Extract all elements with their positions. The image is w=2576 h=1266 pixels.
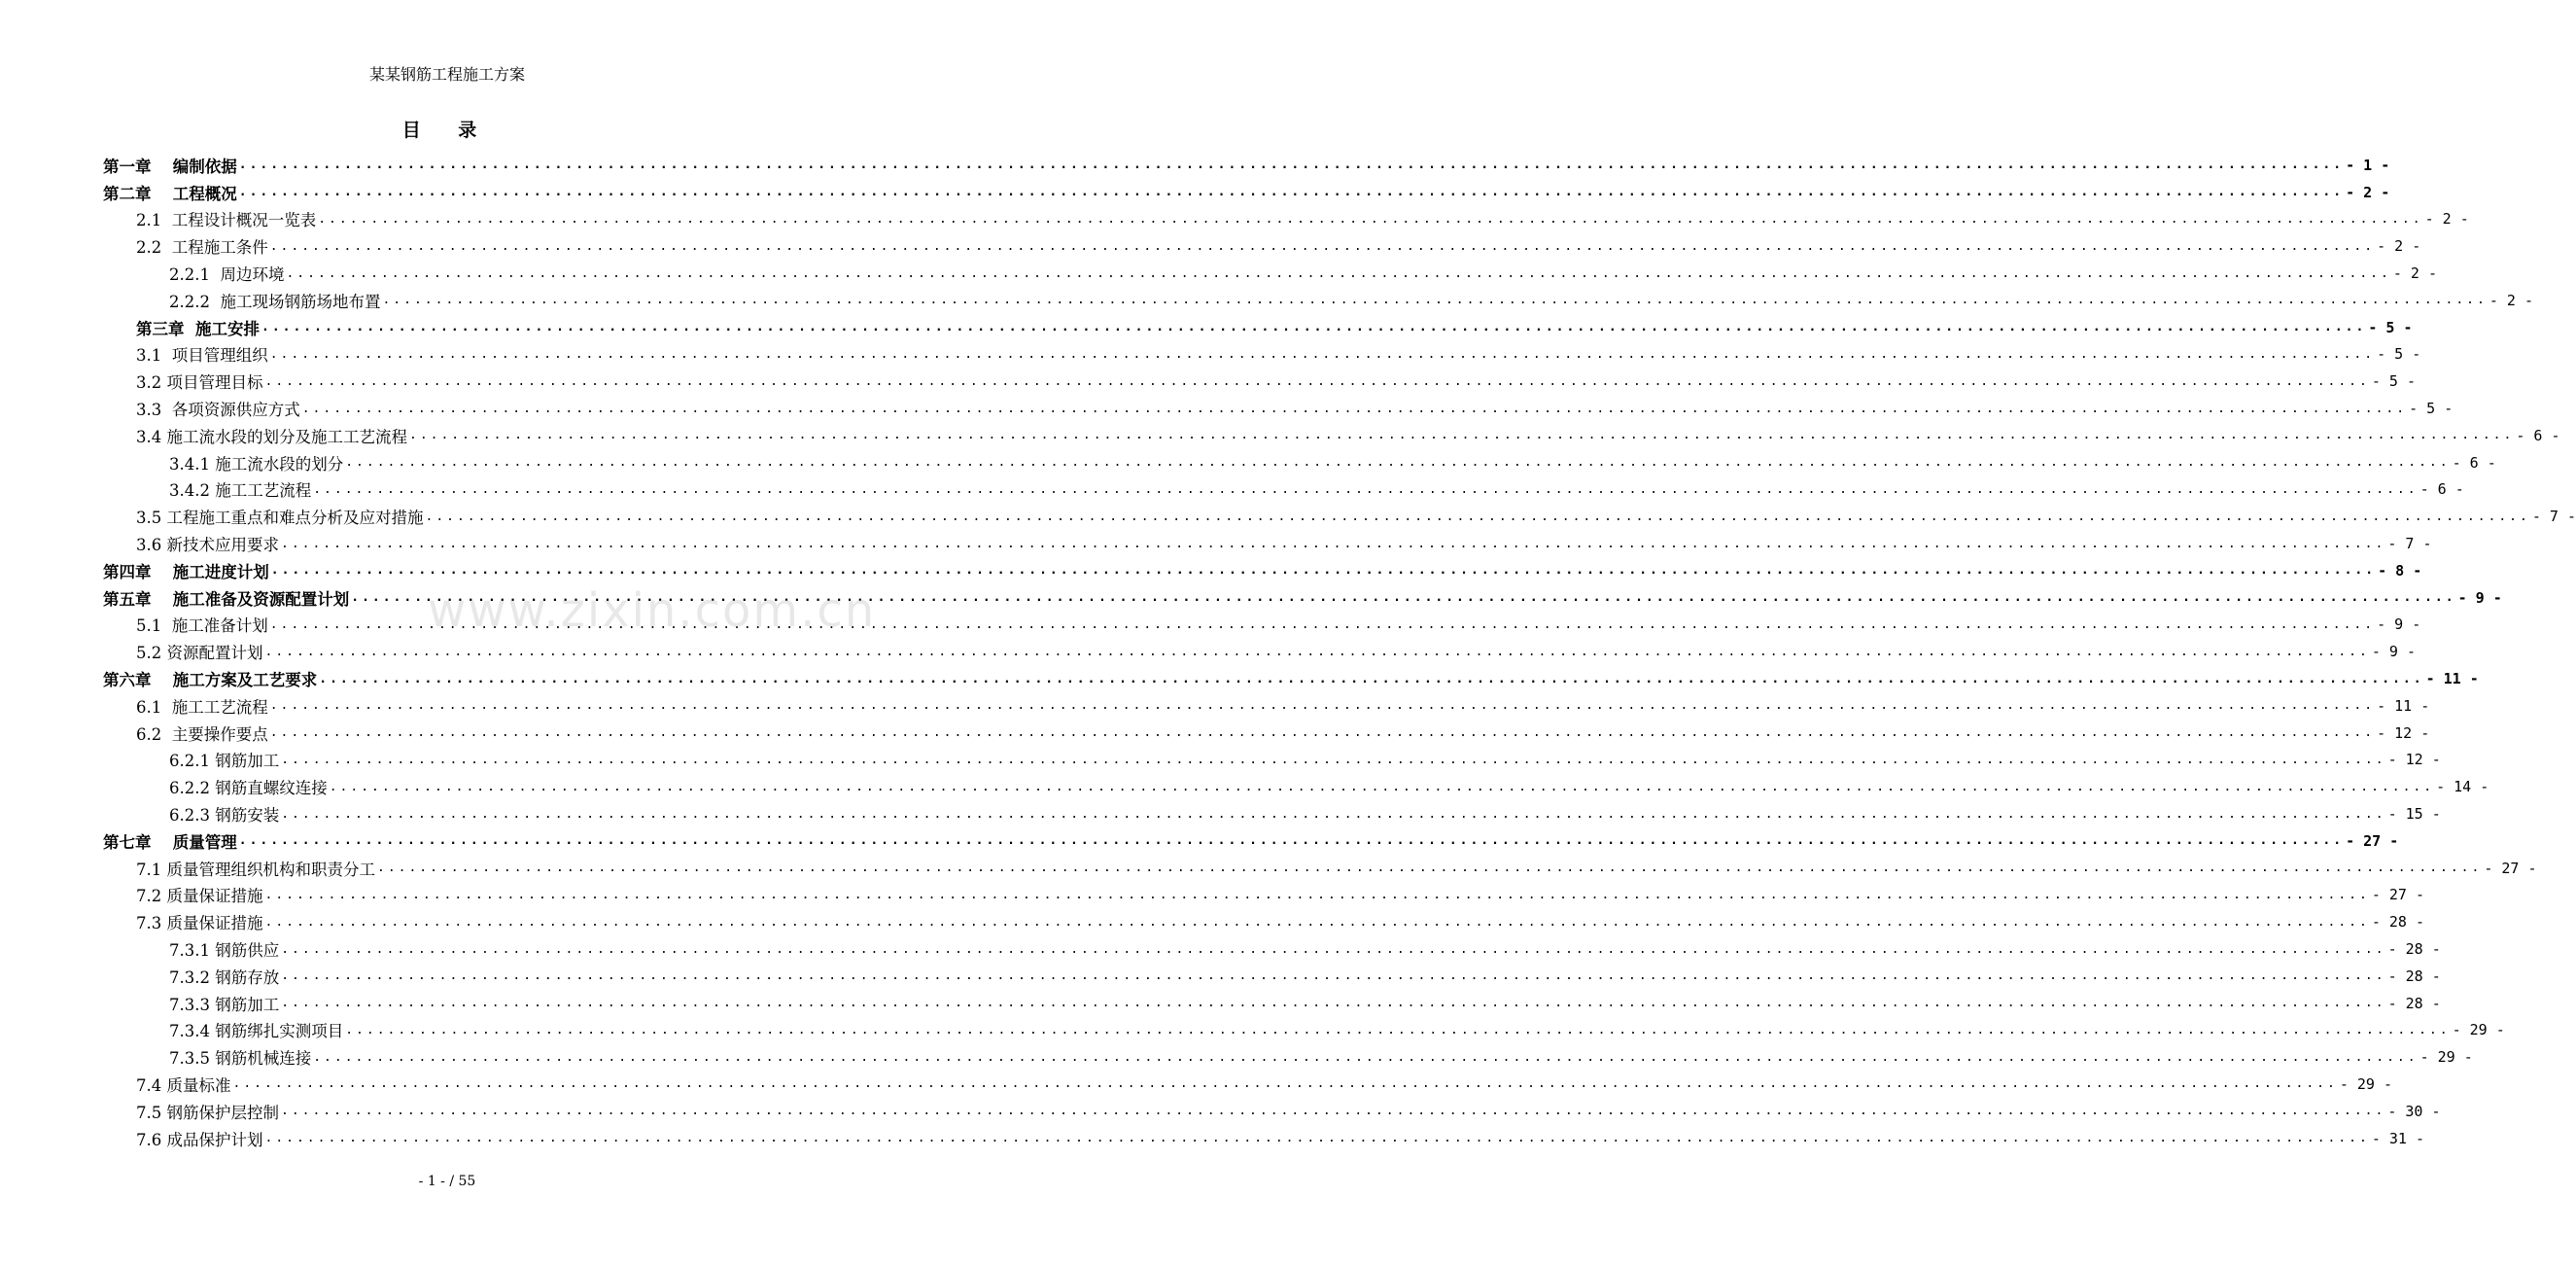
toc-dot-leader: ........................................................................................................................................................................................................ bbox=[281, 806, 2386, 822]
toc-entry-label: 7.5 钢筋保护层控制 bbox=[136, 1103, 279, 1122]
toc-entry-page: - 12 - bbox=[2377, 723, 2430, 742]
toc-entry[interactable] bbox=[0, 260, 2437, 287]
toc-entry-label: 第四章 施工进度计划 bbox=[103, 562, 269, 581]
toc-entry-page: - 5 - bbox=[2377, 345, 2421, 364]
toc-dot-leader: ........................................................................................................................................................................................................ bbox=[345, 1022, 2451, 1037]
toc-dot-leader: ........................................................................................................................................................................................................ bbox=[238, 833, 2345, 849]
toc-entry-page: - 9 - bbox=[2377, 615, 2421, 634]
toc-dot-leader: ........................................................................................................................................................................................................ bbox=[281, 968, 2386, 984]
toc-entry[interactable] bbox=[0, 692, 2430, 720]
toc-entry-label: 第二章 工程概况 bbox=[103, 184, 237, 203]
toc-entry-label: 7.3.5 钢筋机械连接 bbox=[169, 1049, 312, 1069]
toc-entry-page: - 31 - bbox=[2371, 1129, 2425, 1147]
toc-entry[interactable] bbox=[0, 232, 2421, 260]
toc-entry-label: 7.3.4 钢筋绑扎实测项目 bbox=[169, 1022, 344, 1041]
toc-dot-leader: ........................................................................................................................................................................................................ bbox=[313, 1049, 2419, 1065]
toc-entry-page: - 2 - bbox=[2489, 291, 2533, 309]
toc-entry-label: 2.2 工程施工条件 bbox=[136, 238, 268, 258]
toc-dot-leader: ........................................................................................................................................................................................................ bbox=[281, 536, 2386, 551]
toc-entry-label: 3.4 施工流水段的划分及施工工艺流程 bbox=[136, 427, 407, 446]
toc-entry-label: 2.2.2 施工现场钢筋场地布置 bbox=[169, 292, 381, 311]
toc-entry[interactable] bbox=[0, 287, 2533, 314]
toc-dot-leader: ........................................................................................................................................................................................................ bbox=[269, 346, 2376, 362]
toc-entry[interactable] bbox=[0, 584, 2502, 612]
toc-entry-page: - 28 - bbox=[2387, 967, 2441, 985]
toc-entry[interactable] bbox=[0, 368, 2416, 395]
toc-entry-label: 第一章 编制依据 bbox=[103, 157, 237, 176]
page-header: 某某钢筋工程施工方案 bbox=[368, 65, 525, 84]
toc-dot-leader: ........................................................................................................................................................................................................ bbox=[281, 1104, 2386, 1119]
toc-dot-leader: ........................................................................................................................................................................................................ bbox=[425, 509, 2530, 524]
toc-entry-label: 3.5 工程施工重点和难点分析及应对措施 bbox=[136, 509, 424, 528]
toc-dot-leader: ........................................................................................................................................................................................................ bbox=[269, 698, 2376, 714]
watermark: www.zixin.com.cn bbox=[428, 583, 877, 638]
toc-entry-label: 3.6 新技术应用要求 bbox=[136, 536, 279, 555]
toc-dot-leader: ........................................................................................................................................................................................................ bbox=[269, 616, 2376, 632]
toc-entry[interactable] bbox=[0, 422, 2560, 449]
toc-entry-label: 3.4.1 施工流水段的划分 bbox=[169, 454, 344, 474]
toc-entry-page: - 6 - bbox=[2419, 480, 2464, 499]
toc-entry-page: - 8 - bbox=[2378, 561, 2422, 580]
toc-dot-leader: ........................................................................................................................................................................................................ bbox=[264, 644, 2370, 659]
toc-entry[interactable] bbox=[0, 1098, 2441, 1125]
toc-entry-page: - 2 - bbox=[2424, 210, 2469, 229]
toc-entry-label: 7.4 质量标准 bbox=[136, 1075, 231, 1095]
toc-entry-page: - 2 - bbox=[2392, 264, 2437, 283]
toc-entry[interactable] bbox=[0, 665, 2479, 692]
toc-entry[interactable] bbox=[0, 1071, 2393, 1098]
toc-dot-leader: ........................................................................................................................................................................................................ bbox=[270, 563, 2377, 579]
toc-entry[interactable] bbox=[0, 1017, 2505, 1044]
toc-entry[interactable] bbox=[0, 963, 2441, 990]
toc-entry[interactable] bbox=[0, 612, 2421, 639]
toc-entry-label: 5.1 施工准备计划 bbox=[136, 616, 268, 636]
toc-entry[interactable] bbox=[0, 990, 2441, 1017]
toc-dot-leader: ........................................................................................................................................................................................................ bbox=[269, 725, 2376, 741]
toc-entry-label: 7.3.2 钢筋存放 bbox=[169, 967, 280, 987]
toc-dot-leader: ........................................................................................................................................................................................................ bbox=[301, 401, 2408, 416]
toc-entry-page: - 14 - bbox=[2436, 778, 2489, 796]
toc-dot-leader: ........................................................................................................................................................................................................ bbox=[264, 373, 2370, 389]
toc-entry-label: 2.2.1 周边环境 bbox=[169, 265, 285, 285]
toc-dot-leader: ........................................................................................................................................................................................................ bbox=[329, 779, 2435, 794]
toc-entry[interactable] bbox=[0, 638, 2416, 665]
toc-dot-leader: ........................................................................................................................................................................................................ bbox=[319, 671, 2424, 686]
toc-dot-leader: ........................................................................................................................................................................................................ bbox=[269, 238, 2376, 254]
toc-entry-label: 7.1 质量管理组织机构和职责分工 bbox=[136, 860, 375, 879]
toc-entry-page: - 27 - bbox=[2346, 831, 2399, 850]
toc-entry[interactable] bbox=[0, 1043, 2473, 1071]
toc-dot-leader: ........................................................................................................................................................................................................ bbox=[238, 158, 2345, 173]
toc-entry-page: - 12 - bbox=[2387, 751, 2441, 769]
toc-dot-leader: ........................................................................................................................................................................................................ bbox=[281, 996, 2386, 1011]
toc-entry-label: 3.4.2 施工工艺流程 bbox=[169, 481, 312, 501]
toc-dot-leader: ........................................................................................................................................................................................................ bbox=[409, 428, 2515, 443]
toc-entry-label: 6.2 主要操作要点 bbox=[136, 724, 268, 744]
toc-dot-leader: ........................................................................................................................................................................................................ bbox=[377, 861, 2483, 876]
toc-entry-page: - 30 - bbox=[2387, 1102, 2441, 1120]
toc-entry-label: 7.3 质量保证措施 bbox=[136, 914, 263, 933]
toc-entry-page: - 28 - bbox=[2371, 913, 2425, 932]
toc-entry[interactable] bbox=[0, 152, 2390, 179]
toc-entry-page: - 11 - bbox=[2377, 696, 2430, 715]
toc-entry-page: - 2 - bbox=[2346, 183, 2390, 201]
toc-entry-page: - 28 - bbox=[2387, 940, 2441, 958]
toc-dot-leader: ........................................................................................................................................................................................................ bbox=[281, 941, 2386, 957]
toc-entry[interactable] bbox=[0, 800, 2441, 827]
toc-dot-leader: ........................................................................................................................................................................................................ bbox=[264, 914, 2370, 930]
toc-entry-label: 6.2.3 钢筋安装 bbox=[169, 806, 280, 826]
page-footer: - 1 - / 55 bbox=[418, 1174, 476, 1189]
toc-entry[interactable] bbox=[0, 395, 2454, 422]
toc-entry[interactable] bbox=[0, 827, 2399, 855]
toc-entry-label: 第五章 施工准备及资源配置计划 bbox=[103, 589, 350, 609]
toc-entry-page: - 7 - bbox=[2387, 535, 2432, 553]
toc-entry-label: 第三章 施工安排 bbox=[136, 319, 260, 338]
toc-entry-label: 3.3 各项资源供应方式 bbox=[136, 401, 300, 420]
toc-entry-page: - 29 - bbox=[2339, 1074, 2393, 1093]
toc-entry-label: 5.2 资源配置计划 bbox=[136, 644, 263, 663]
toc-entry-label: 7.2 质量保证措施 bbox=[136, 887, 263, 906]
toc-dot-leader: ........................................................................................................................................................................................................ bbox=[345, 455, 2451, 471]
toc-entry-page: - 11 - bbox=[2425, 670, 2479, 688]
toc-entry-label: 6.1 施工工艺流程 bbox=[136, 697, 268, 717]
toc-entry-page: - 5 - bbox=[2371, 372, 2416, 391]
toc-entry[interactable] bbox=[0, 314, 2413, 341]
toc-dot-leader: ........................................................................................................................................................................................................ bbox=[382, 293, 2488, 308]
toc-entry-page: - 29 - bbox=[2419, 1048, 2473, 1067]
toc-entry-page: - 6 - bbox=[2516, 426, 2560, 444]
toc-entry-page: - 28 - bbox=[2387, 994, 2441, 1012]
toc-entry-label: 6.2.2 钢筋直螺纹连接 bbox=[169, 779, 328, 798]
toc-entry[interactable] bbox=[0, 855, 2537, 882]
toc-entry-label: 2.1 工程设计概况一览表 bbox=[136, 211, 317, 230]
toc-entry-page: - 1 - bbox=[2346, 156, 2390, 174]
toc-dot-leader: ........................................................................................................................................................................................................ bbox=[351, 590, 2456, 606]
toc-entry[interactable] bbox=[0, 449, 2496, 476]
toc-entry-label: 第六章 施工方案及工艺要求 bbox=[103, 671, 318, 690]
toc-entry-page: - 15 - bbox=[2387, 805, 2441, 824]
toc-entry-label: 7.6 成品保护计划 bbox=[136, 1130, 263, 1149]
toc-entry-page: - 6 - bbox=[2452, 453, 2496, 472]
toc-dot-leader: ........................................................................................................................................................................................................ bbox=[281, 752, 2386, 767]
toc-dot-leader: ........................................................................................................................................................................................................ bbox=[264, 887, 2370, 902]
toc-dot-leader: ........................................................................................................................................................................................................ bbox=[313, 481, 2419, 497]
toc-entry-label: 3.1 项目管理组织 bbox=[136, 346, 268, 366]
toc-entry-label: 3.2 项目管理目标 bbox=[136, 373, 263, 393]
toc-entry-page: - 27 - bbox=[2484, 859, 2537, 877]
toc-entry[interactable] bbox=[0, 747, 2441, 774]
toc-entry-page: - 29 - bbox=[2452, 1021, 2505, 1039]
toc-dot-leader: ........................................................................................................................................................................................................ bbox=[318, 211, 2423, 227]
toc-dot-leader: ........................................................................................................................................................................................................ bbox=[264, 1131, 2370, 1146]
toc-entry-page: - 5 - bbox=[2368, 318, 2413, 336]
toc-entry[interactable] bbox=[0, 341, 2421, 369]
toc-entry[interactable] bbox=[0, 908, 2425, 935]
toc-entry[interactable] bbox=[0, 935, 2441, 963]
toc-entry-page: - 9 - bbox=[2457, 588, 2502, 607]
toc-entry-page: - 5 - bbox=[2409, 400, 2454, 418]
toc-entry-page: - 7 - bbox=[2531, 508, 2576, 526]
toc-dot-leader: ........................................................................................................................................................................................................ bbox=[261, 320, 2367, 335]
toc-entry-label: 6.2.1 钢筋加工 bbox=[169, 752, 280, 771]
toc-entry-page: - 2 - bbox=[2377, 237, 2421, 256]
toc-dot-leader: ........................................................................................................................................................................................................ bbox=[232, 1076, 2338, 1092]
toc-entry[interactable] bbox=[0, 206, 2469, 233]
toc-entry-page: - 9 - bbox=[2371, 643, 2416, 661]
toc-entry[interactable] bbox=[0, 530, 2432, 557]
toc-entry[interactable] bbox=[0, 720, 2430, 747]
toc-entry[interactable] bbox=[0, 882, 2425, 909]
toc-entry-label: 7.3.3 钢筋加工 bbox=[169, 995, 280, 1014]
table-of-contents bbox=[0, 152, 2576, 1151]
toc-entry[interactable] bbox=[0, 557, 2422, 584]
toc-entry[interactable] bbox=[0, 503, 2576, 530]
toc-entry[interactable] bbox=[0, 179, 2390, 206]
toc-dot-leader: ........................................................................................................................................................................................................ bbox=[286, 265, 2391, 281]
toc-entry[interactable] bbox=[0, 476, 2464, 504]
toc-entry-label: 第七章 质量管理 bbox=[103, 832, 237, 852]
toc-title: 目 录 bbox=[401, 120, 493, 141]
toc-entry-page: - 27 - bbox=[2371, 886, 2425, 904]
toc-entry[interactable] bbox=[0, 1125, 2425, 1152]
toc-entry-label: 7.3.1 钢筋供应 bbox=[169, 941, 280, 960]
toc-dot-leader: ........................................................................................................................................................................................................ bbox=[238, 185, 2345, 200]
toc-entry[interactable] bbox=[0, 773, 2489, 800]
